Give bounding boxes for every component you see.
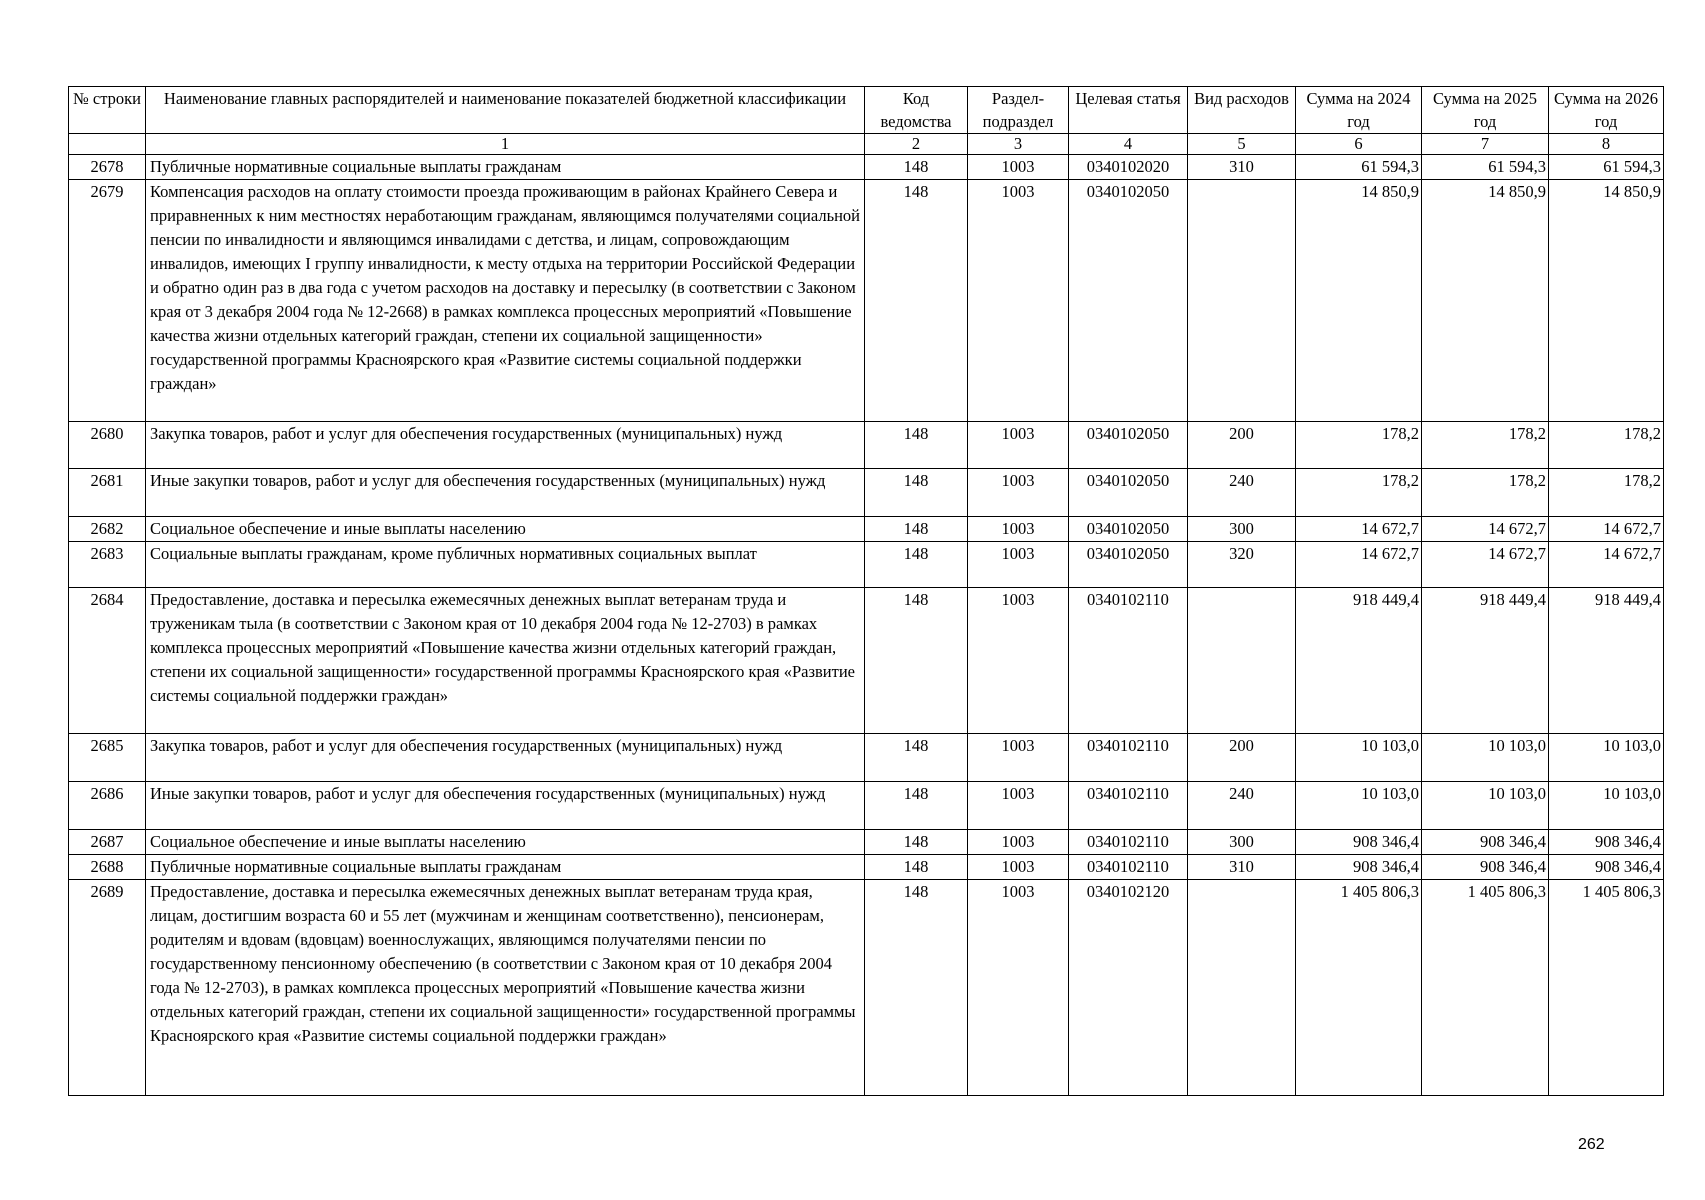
header-row-number: № строки (69, 87, 146, 134)
sum-2024: 918 449,4 (1296, 588, 1422, 734)
header-row (69, 87, 1664, 134)
dept-code: 148 (865, 469, 968, 517)
sum-2024: 1 405 806,3 (1296, 880, 1422, 1096)
table-row (69, 542, 1664, 588)
row-name: Иные закупки товаров, работ и услуг для обеспечения государственных (муниципальных) нужд (146, 782, 865, 830)
expense-type: 300 (1188, 830, 1296, 855)
dept-code: 148 (865, 782, 968, 830)
sum-2024: 14 672,7 (1296, 517, 1422, 542)
row-number: 2680 (69, 422, 146, 469)
row-number: 2683 (69, 542, 146, 588)
column-number: 8 (1549, 134, 1664, 155)
sum-2025: 61 594,3 (1422, 155, 1549, 180)
target-article: 0340102110 (1069, 588, 1188, 734)
sum-2024: 10 103,0 (1296, 734, 1422, 782)
header-sum-2026: Сумма на 2026 год (1549, 87, 1664, 134)
dept-code: 148 (865, 734, 968, 782)
table-row (69, 855, 1664, 880)
dept-code: 148 (865, 588, 968, 734)
section-code: 1003 (968, 734, 1069, 782)
target-article: 0340102110 (1069, 855, 1188, 880)
table-row (69, 782, 1664, 830)
table-row (69, 517, 1664, 542)
sum-2024: 14 672,7 (1296, 542, 1422, 588)
section-code: 1003 (968, 782, 1069, 830)
target-article: 0340102050 (1069, 469, 1188, 517)
expense-type: 310 (1188, 855, 1296, 880)
section-code: 1003 (968, 155, 1069, 180)
row-number: 2689 (69, 880, 146, 1096)
row-name: Предоставление, доставка и пересылка ежемесячных денежных выплат ветеранам труда и труженикам тыла (в соответствии с Законом края от 10 декабря 2004 года № 12-2703) в рамках комплекса процессных мероприятий «Повышение качества жизни отдельных категорий граждан, степени их социальной защищенности» государственной программы Красноярского края «Развитие системы социальной поддержки граждан» (146, 588, 865, 734)
sum-2025: 10 103,0 (1422, 734, 1549, 782)
header-name: Наименование главных распорядителей и наименование показателей бюджетной классификации (146, 87, 865, 134)
budget-table (68, 86, 1664, 1096)
row-name: Социальное обеспечение и иные выплаты населению (146, 517, 865, 542)
dept-code: 148 (865, 155, 968, 180)
sum-2025: 908 346,4 (1422, 830, 1549, 855)
row-number: 2685 (69, 734, 146, 782)
row-name: Предоставление, доставка и пересылка ежемесячных денежных выплат ветеранам труда края, лицам, достигшим возраста 60 и 55 лет (мужчинам и женщинам соответственно), пенсионерам, родителям и вдовам (вдовцам) военнослужащих, являющимся получателями пенсии по государственному пенсионному обеспечению (в соответствии с Законом края от 10 декабря 2004 года № 12-2703), в рамках комплекса процессных мероприятий «Повышение качества жизни отдельных категорий граждан, степени их социальной защищенности» государственной программы Красноярского края «Развитие системы социальной поддержки граждан» (146, 880, 865, 1096)
sum-2026: 10 103,0 (1549, 734, 1664, 782)
section-code: 1003 (968, 517, 1069, 542)
sum-2024: 908 346,4 (1296, 830, 1422, 855)
sum-2025: 14 672,7 (1422, 517, 1549, 542)
header-sum-2025: Сумма на 2025 год (1422, 87, 1549, 134)
target-article: 0340102110 (1069, 830, 1188, 855)
table-row (69, 155, 1664, 180)
row-number: 2687 (69, 830, 146, 855)
dept-code: 148 (865, 880, 968, 1096)
section-code: 1003 (968, 180, 1069, 422)
row-name: Социальное обеспечение и иные выплаты населению (146, 830, 865, 855)
section-code: 1003 (968, 830, 1069, 855)
section-code: 1003 (968, 542, 1069, 588)
dept-code: 148 (865, 855, 968, 880)
dept-code: 148 (865, 517, 968, 542)
row-number: 2679 (69, 180, 146, 422)
section-code: 1003 (968, 422, 1069, 469)
section-code: 1003 (968, 855, 1069, 880)
sum-2025: 14 850,9 (1422, 180, 1549, 422)
sum-2024: 10 103,0 (1296, 782, 1422, 830)
row-number: 2688 (69, 855, 146, 880)
sum-2024: 178,2 (1296, 469, 1422, 517)
header-sum-2024: Сумма на 2024 год (1296, 87, 1422, 134)
row-number: 2681 (69, 469, 146, 517)
column-number: 7 (1422, 134, 1549, 155)
sum-2026: 908 346,4 (1549, 855, 1664, 880)
expense-type: 200 (1188, 734, 1296, 782)
header-dept-code: Код ведомства (865, 87, 968, 134)
table-row (69, 830, 1664, 855)
target-article: 0340102120 (1069, 880, 1188, 1096)
expense-type: 300 (1188, 517, 1296, 542)
sum-2026: 14 850,9 (1549, 180, 1664, 422)
expense-type (1188, 180, 1296, 422)
column-number (69, 134, 146, 155)
sum-2026: 918 449,4 (1549, 588, 1664, 734)
row-name: Иные закупки товаров, работ и услуг для обеспечения государственных (муниципальных) нужд (146, 469, 865, 517)
sum-2025: 14 672,7 (1422, 542, 1549, 588)
sum-2026: 10 103,0 (1549, 782, 1664, 830)
section-code: 1003 (968, 588, 1069, 734)
sum-2026: 178,2 (1549, 469, 1664, 517)
sum-2024: 178,2 (1296, 422, 1422, 469)
expense-type: 240 (1188, 469, 1296, 517)
header-target-article: Целевая статья (1069, 87, 1188, 134)
expense-type (1188, 588, 1296, 734)
page-number: 262 (1578, 1136, 1605, 1153)
sum-2025: 178,2 (1422, 469, 1549, 517)
target-article: 0340102110 (1069, 782, 1188, 830)
table-row (69, 588, 1664, 734)
row-name: Закупка товаров, работ и услуг для обеспечения государственных (муниципальных) нужд (146, 734, 865, 782)
column-number: 2 (865, 134, 968, 155)
dept-code: 148 (865, 542, 968, 588)
sum-2025: 10 103,0 (1422, 782, 1549, 830)
sum-2024: 61 594,3 (1296, 155, 1422, 180)
column-number: 4 (1069, 134, 1188, 155)
target-article: 0340102020 (1069, 155, 1188, 180)
table-row (69, 880, 1664, 1096)
sum-2026: 908 346,4 (1549, 830, 1664, 855)
sum-2026: 14 672,7 (1549, 542, 1664, 588)
expense-type: 310 (1188, 155, 1296, 180)
column-number: 6 (1296, 134, 1422, 155)
row-number: 2684 (69, 588, 146, 734)
sum-2026: 61 594,3 (1549, 155, 1664, 180)
column-number: 1 (146, 134, 865, 155)
row-name: Публичные нормативные социальные выплаты гражданам (146, 855, 865, 880)
row-name: Публичные нормативные социальные выплаты гражданам (146, 155, 865, 180)
sum-2026: 1 405 806,3 (1549, 880, 1664, 1096)
column-number-row (69, 134, 1664, 155)
sum-2024: 14 850,9 (1296, 180, 1422, 422)
expense-type: 200 (1188, 422, 1296, 469)
target-article: 0340102050 (1069, 517, 1188, 542)
expense-type (1188, 880, 1296, 1096)
section-code: 1003 (968, 469, 1069, 517)
sum-2026: 14 672,7 (1549, 517, 1664, 542)
column-number: 3 (968, 134, 1069, 155)
target-article: 0340102050 (1069, 422, 1188, 469)
header-section: Раздел- подраздел (968, 87, 1069, 134)
target-article: 0340102050 (1069, 180, 1188, 422)
row-name: Компенсация расходов на оплату стоимости проезда проживающим в районах Крайнего Севера и приравненных к ним местностях неработающим гражданам, являющимся получателями социальной пенсии по инвалидности и являющимся инвалидами с детства, и лицам, сопровождающим инвалидов, имеющих I группу инвалидности, к месту отдыха на территории Российской Федерации и обратно один раз в два года с учетом расходов на доставку и пересылку (в соответствии с Законом края от 3 декабря 2004 года № 12-2668) в рамках комплекса процессных мероприятий «Повышение качества жизни отдельных категорий граждан, степени их социальной защищенности» государственной программы Красноярского края «Развитие системы социальной поддержки граждан» (146, 180, 865, 422)
expense-type: 240 (1188, 782, 1296, 830)
header-expense-type: Вид расходов (1188, 87, 1296, 134)
sum-2025: 918 449,4 (1422, 588, 1549, 734)
dept-code: 148 (865, 180, 968, 422)
sum-2025: 908 346,4 (1422, 855, 1549, 880)
sum-2025: 1 405 806,3 (1422, 880, 1549, 1096)
expense-type: 320 (1188, 542, 1296, 588)
column-number: 5 (1188, 134, 1296, 155)
sum-2024: 908 346,4 (1296, 855, 1422, 880)
target-article: 0340102110 (1069, 734, 1188, 782)
row-number: 2686 (69, 782, 146, 830)
row-name: Социальные выплаты гражданам, кроме публичных нормативных социальных выплат (146, 542, 865, 588)
table-row (69, 422, 1664, 469)
dept-code: 148 (865, 422, 968, 469)
table-row (69, 469, 1664, 517)
table-row (69, 180, 1664, 422)
dept-code: 148 (865, 830, 968, 855)
row-name: Закупка товаров, работ и услуг для обеспечения государственных (муниципальных) нужд (146, 422, 865, 469)
row-number: 2678 (69, 155, 146, 180)
table-row (69, 734, 1664, 782)
sum-2025: 178,2 (1422, 422, 1549, 469)
row-number: 2682 (69, 517, 146, 542)
target-article: 0340102050 (1069, 542, 1188, 588)
sum-2026: 178,2 (1549, 422, 1664, 469)
section-code: 1003 (968, 880, 1069, 1096)
